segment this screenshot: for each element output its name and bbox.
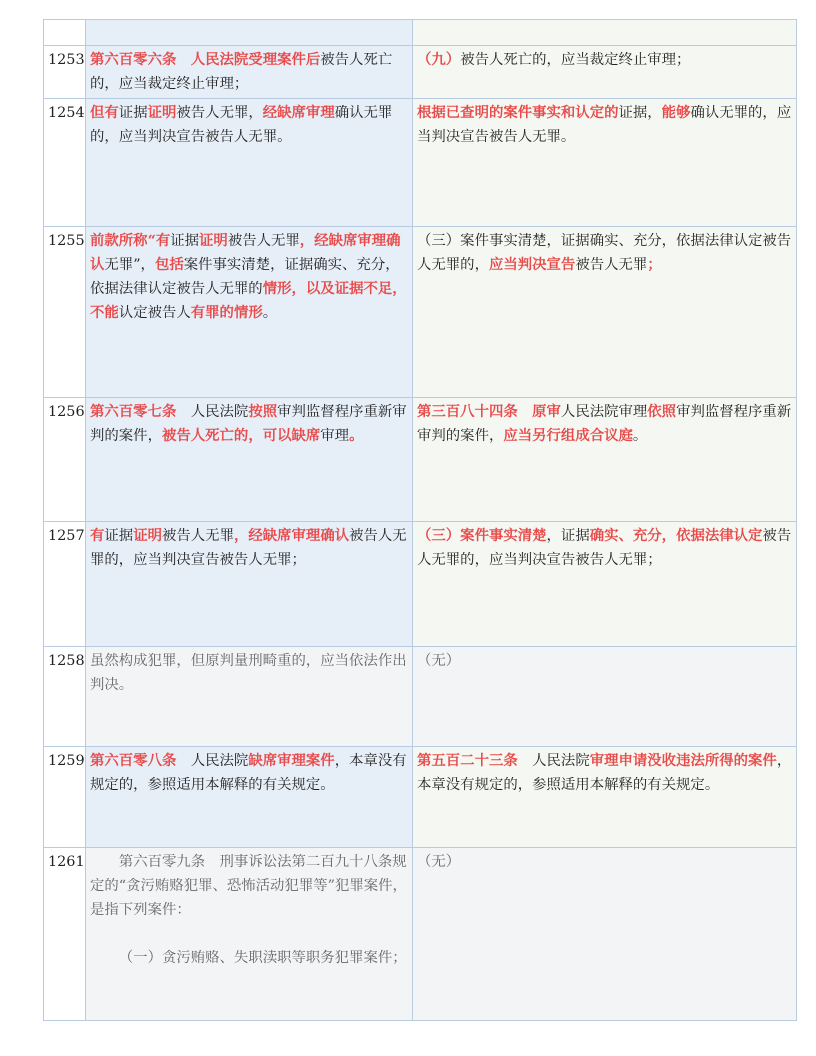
row-number: 1258 [44,647,86,747]
body-text: 被告人无罪， [176,105,263,121]
row-number: 1254 [44,99,86,227]
body-text: 被告人死亡的，应当裁定终止审理； [460,52,691,68]
table-row [44,227,797,398]
highlighted-text: 按照 [248,403,278,420]
highlighted-text: 应当另行组成合议庭 [503,427,633,444]
body-text: 被告人死亡的，应当裁定终止审理； [90,52,393,92]
row-number: 1253 [44,46,86,99]
body-text: （无） [417,854,461,870]
highlighted-text: ，经缺席审理确认 [90,232,401,273]
article-paragraph: 第六百零九条 刑事诉讼法第二百九十八条规定的“贪污贿赂犯罪、恐怖活动犯罪等”犯罪案件，是指下列案件： [90,854,407,918]
highlighted-text: 第六百零六条 人民法院受理案件后 [90,51,321,68]
highlighted-text: 能够 [661,104,691,121]
body-text: 。 [262,305,278,321]
body-text: 确认无罪的，应当判决宣告被告人无罪。 [90,105,393,145]
highlighted-text: 缺席审理案件 [248,752,335,769]
new-text-cell [86,20,413,46]
body-text: 被告人无罪 [162,528,234,544]
body-text: 认定被告人 [118,305,191,321]
body-text: 审理 [320,428,350,444]
row-number [44,20,86,46]
highlighted-text: 第三百八十四条 原审 [417,403,561,420]
highlighted-text: 应当判决宣告 [488,256,576,273]
body-text: （三）案件事实清楚，证据确实、充分，依据法律认定被告人无罪的， [417,233,792,273]
table-row [44,46,797,99]
highlighted-text: （三）案件事实清楚 [417,527,547,544]
table-row [44,99,797,227]
body-text: 审判监督程序重新审判的案件， [417,404,792,444]
body-text: 证据， [618,105,662,121]
new-text-cell [86,227,413,398]
highlighted-text: 有 [90,527,105,544]
old-text-cell [413,747,797,848]
highlighted-text: 第六百零七条 [90,403,177,420]
old-text-cell [413,647,797,747]
body-text: 确认无罪的，应当判决宣告被告人无罪。 [417,105,792,145]
highlighted-text: ，经缺席审理确认 [233,527,350,544]
blank-line [90,922,408,946]
body-text: 被告人无罪 [227,233,300,249]
new-text-cell [86,647,413,747]
new-text-cell [86,99,413,227]
table-row [44,522,797,647]
body-text: 证据 [104,528,134,544]
old-text-cell [413,227,797,398]
old-text-cell [413,20,797,46]
highlighted-text: 。 [349,427,364,444]
body-text: ，本章没有规定的，参照适用本解释的有关规定。 [417,753,792,793]
highlighted-text: （九） [417,51,461,68]
body-text: 被告人无罪的，应当判决宣告被告人无罪； [90,528,407,568]
body-text: 案件事实清楚，证据确实、充分，依据法律认定被告人无罪的 [90,257,400,297]
highlighted-text: 第五百二十三条 [417,752,518,769]
body-text: 被告人无罪的，应当判决宣告被告人无罪； [417,528,792,568]
new-text-cell [86,747,413,848]
highlighted-text: 经缺席审理 [262,104,335,121]
old-text-cell [413,848,797,1021]
body-text: 人民法院 [517,753,590,769]
table-row [44,647,797,747]
new-text-cell [86,398,413,522]
row-number: 1261 [44,848,86,1021]
body-text: ，本章没有规定的，参照适用本解释的有关规定。 [90,753,407,793]
highlighted-text: ，以及证据不足，不能 [90,280,407,321]
comparison-table [43,19,797,1021]
body-text: ，证据 [546,528,590,544]
highlighted-text: 根据已查明的案件事实和认定的 [417,104,619,121]
old-text-cell [413,99,797,227]
table-row [44,848,797,1021]
row-number: 1259 [44,747,86,848]
highlighted-text: 确实、充分，依据法律认定 [589,527,763,544]
body-text: 虽然构成犯罪，但原判量刑畸重的，应当依法作出判决。 [90,653,407,693]
body-text: 被告人无罪 [575,257,648,273]
row-number: 1257 [44,522,86,647]
highlighted-text: 证明 [147,104,177,121]
body-text: 人民法院 [176,404,249,420]
highlighted-text: 第六百零八条 [90,752,177,769]
body-text: 审判监督程序重新审判的案件， [90,404,407,444]
highlighted-text: 证明 [199,232,228,249]
body-text: 证据 [170,233,200,249]
highlighted-text: 但有 [90,104,119,121]
old-text-cell [413,522,797,647]
body-text: 证据 [118,105,148,121]
article-item: （一）贪污贿赂、失职渎职等职务犯罪案件； [118,950,407,966]
highlighted-text: 包括 [154,256,184,273]
highlighted-text: 依照 [647,403,677,420]
highlighted-text: 审理申请没收违法所得的案件 [589,752,777,769]
table-row [44,20,797,46]
body-text: 无罪”， [104,257,155,273]
old-text-cell [413,46,797,99]
highlighted-text: 有罪的情形 [190,304,263,321]
row-number: 1256 [44,398,86,522]
highlighted-text: 情形 [262,280,292,297]
body-text: 人民法院审理 [560,404,648,420]
old-text-cell [413,398,797,522]
body-text: 人民法院 [176,753,249,769]
highlighted-text: 前款所称“有 [90,232,171,249]
new-text-cell [86,848,413,1021]
new-text-cell [86,522,413,647]
body-text: 。 [632,428,648,444]
row-number: 1255 [44,227,86,398]
table-row [44,398,797,522]
table-row [44,747,797,848]
highlighted-text: 被告人死亡的，可以缺席 [161,427,321,444]
body-text: （无） [417,653,461,669]
highlighted-text: 证明 [133,527,162,544]
highlighted-text: ； [647,256,662,273]
new-text-cell [86,46,413,99]
